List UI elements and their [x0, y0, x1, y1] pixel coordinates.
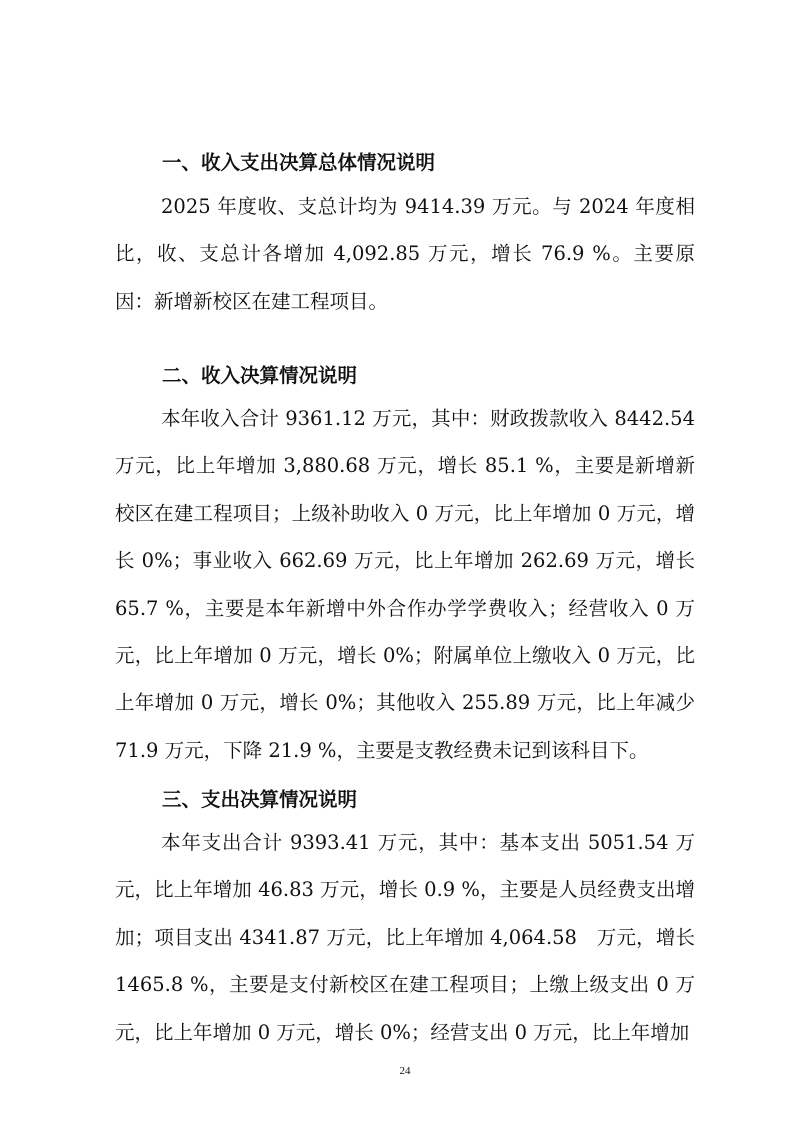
section-3-paragraph: 本年支出合计 9393.41 万元，其中：基本支出 5051.54 万元，比上年增加 46.83 万元，增长 0.9 %，主要是人员经费支出增加；项目支出 4341.87 万元，比上年增加 4,064.58 万元，增长 1465.8 %，主要是支付新校区在建工程项目；上缴上级支出 0 万元，比上年增加 0 万元，增长 0%；经营支出 0 万元，比上年增加: [115, 831, 695, 1044]
section-1-heading: 一、收入支出决算总体情况说明: [162, 151, 436, 174]
section-2-paragraph: 本年收入合计 9361.12 万元，其中：财政拨款收入 8442.54 万元，比上年增加 3,880.68 万元，增长 85.1 %，主要是新增新校区在建工程项目；上级补助收入 0 万元，比上年增加 0 万元，增长 0%；事业收入 662.69 万元，比上年增加 262.69 万元，增长 65.7 %，主要是本年新增中外合作办学学费收入；经营收入 0 万元，比上年增加 0 万元，增长 0%；附属单位上缴收入 0 万元，比上年增加 0 万元，增长 0%；其他收入 255.89 万元，比上年减少 71.9 万元，下降 21.9 %，主要是支教经费未记到该科目下。: [115, 407, 695, 762]
section-3-heading: 三、支出决算情况说明: [162, 788, 358, 811]
section-1-paragraph: 2025 年度收、支总计均为 9414.39 万元。与 2024 年度相比，收、支总计各增加 4,092.85 万元，增长 76.9 %。主要原因：新增新校区在建工程项目。: [115, 195, 695, 313]
page-number: 24: [399, 1065, 411, 1077]
section-2-heading: 二、收入决算情况说明: [162, 364, 358, 387]
